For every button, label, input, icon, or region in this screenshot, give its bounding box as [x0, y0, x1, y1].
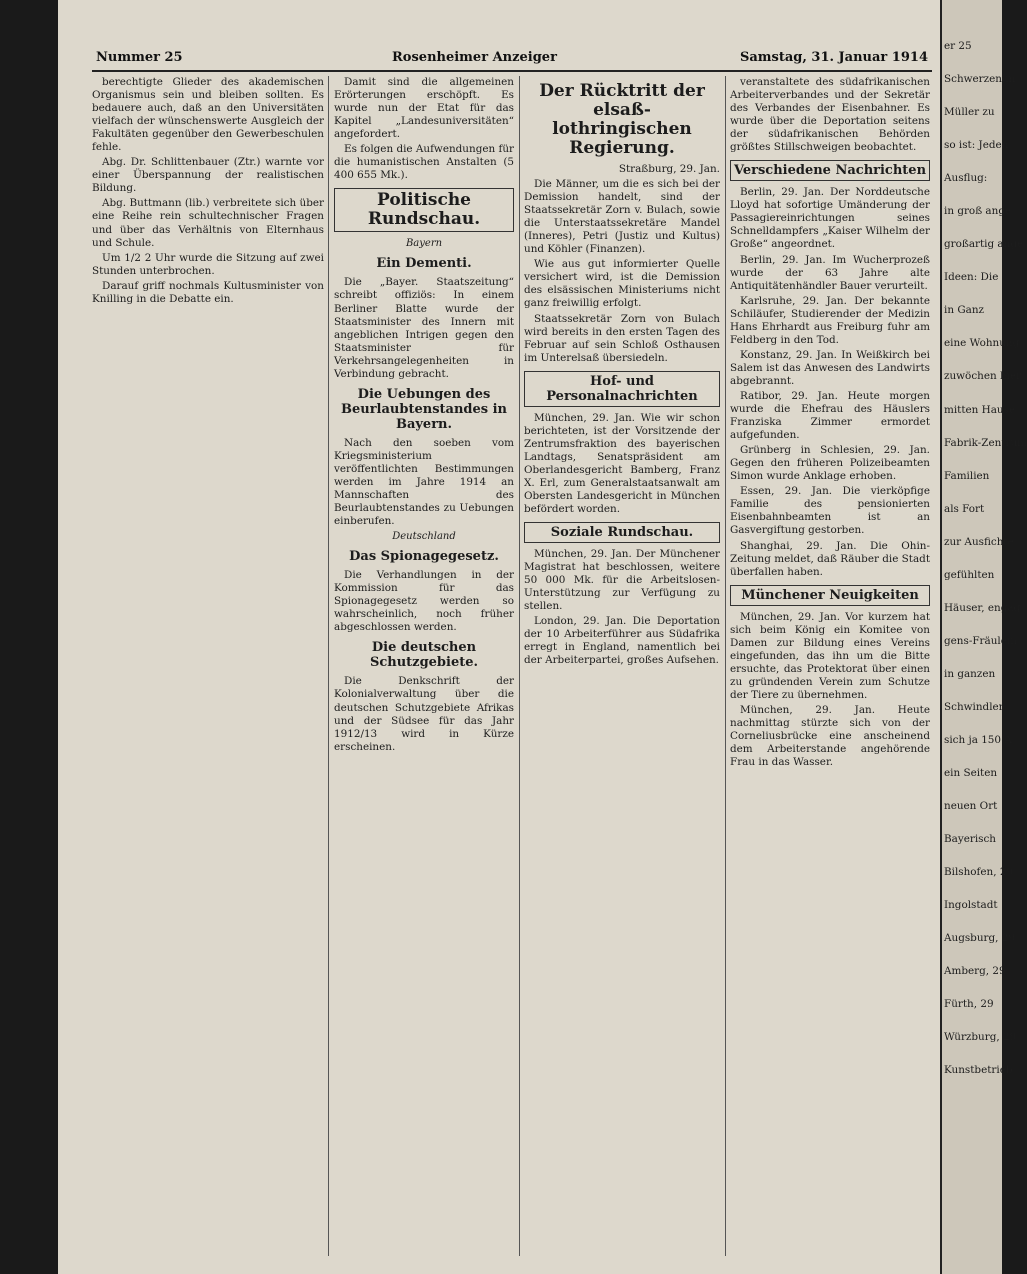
adjacent-line: Häuser, engag	[944, 601, 1021, 614]
section-heading-social: Soziale Rundschau.	[524, 522, 720, 543]
adjacent-line: sich ja 150 A	[944, 733, 1012, 746]
section-subheading: Deutschland	[392, 531, 456, 543]
paragraph: Staatssekretär Zorn von Bulach wird bereits in den ersten Tagen des Februar auf sein Schloß Osthausen im Unterelsaß übersiedeln.	[524, 312, 720, 364]
adjacent-line: Fürth, 29	[944, 998, 994, 1011]
article-title: Die deutschen Schutzgebiete.	[369, 640, 479, 671]
adjacent-line: als Fort	[944, 502, 985, 515]
dateline: Straßburg, 29. Jan.	[618, 163, 720, 175]
issue-number: Nummer 25	[96, 50, 183, 65]
adjacent-line: Amberg, 29	[944, 965, 1006, 978]
article-text: Die „Bayer. Staatszeitung“ schreibt offiziös: In einem Berliner Blatte wurde der Staatsminister des Innern mit angeblichen Intrigen gegen den Staatsminister für Verkehrsangelegenheiten in Verbindung gebracht.	[334, 276, 514, 380]
adjacent-line: Bilshofen, 29	[944, 866, 1014, 879]
news-item: München, 29. Jan. Vor kurzem hat sich beim König ein Komitee von Damen zur Bildung eines Vereins eingefunden, das ihn um die Bitte ersuchte, das Protektorat über einen zu gründenden Verein zum Schutze der Tiere zu übernehmen.	[730, 610, 930, 701]
news-item: Berlin, 29. Jan. Der Norddeutsche Lloyd hat sofortige Umänderung der Passagiereinrichtungen seines Schnelldampfers „Kaiser Wilhelm der Große“ angeordnet.	[730, 186, 930, 251]
adjacent-line: Ingolstadt	[944, 899, 998, 912]
masthead	[92, 48, 932, 72]
paragraph: Es folgen die Aufwendungen für die humanistischen Anstalten (5 400 655 Mk.).	[334, 143, 514, 182]
newspaper-title: Rosenheimer Anzeiger	[392, 50, 557, 65]
article-text: München, 29. Jan. Der Münchener Magistrat hat beschlossen, weitere 50 000 Mk. für die Arbeitslosen-Unterstützung zur Verfügung zu stellen.	[524, 548, 720, 613]
adjacent-line: in Ganz	[944, 304, 984, 317]
adjacent-line: gens-Fräulein	[944, 634, 1017, 647]
news-item: Essen, 29. Jan. Die vierköpfige Familie des pensionierten Eisenbahnbeamten ist an Gasvergiftung gestorben.	[730, 485, 930, 537]
adjacent-line: Ausflug:	[944, 172, 988, 185]
adjacent-line: in ganzen	[944, 667, 996, 680]
news-item: Karlsruhe, 29. Jan. Der bekannte Schiläufer, Studierender der Medizin Hans Ehrhardt aus Freiburg fuhr am Feldberg in den Tod.	[730, 294, 930, 346]
article-title: Die Uebungen des Beurlaubtenstandes in Bayern.	[341, 386, 507, 432]
news-item: München, 29. Jan. Heute nachmittag stürzte sich von der Corneliusbrücke eine anscheinend dem Arbeiterstande angehörende Frau in das Wasser.	[730, 703, 930, 769]
adjacent-page-text	[944, 40, 1027, 1098]
section-heading-misc: Verschiedene Nachrichten	[730, 160, 930, 181]
paragraph: Abg. Buttmann (lib.) verbreitete sich über eine Reihe rein schultechnischer Fragen und über das Verhältnis von Elternhaus und Schule.	[92, 197, 324, 249]
article-text: Nach den soeben vom Kriegsministerium veröffentlichten Bestimmungen werden im Jahre 1914 an Mannschaften des Beurlaubtenstandes zu Uebungen einberufen.	[334, 436, 514, 528]
column-1	[92, 76, 324, 1256]
news-item: Shanghai, 29. Jan. Die Ohin-Zeitung meldet, daß Räuber die Stadt überfallen haben.	[730, 539, 930, 578]
adjacent-page-strip	[940, 0, 1027, 1274]
section-heading-munich: Münchener Neuigkeiten	[730, 585, 930, 606]
section-heading-court-news: Hof- und Personalnachrichten	[524, 371, 720, 407]
adjacent-line: Bayerisch	[944, 833, 996, 846]
adjacent-line: zur Ausfichte	[944, 535, 1014, 548]
paragraph: veranstaltete des südafrikanischen Arbeiterverbandes und der Sekretär des Verbandes der Eisenbahner. Es wurde über die Deportation seitens der südafrikanischen Behörden größtes Stillschweigen beobachtet.	[730, 76, 930, 154]
adjacent-line: zuwöchen hier	[944, 370, 1022, 383]
newspaper-page	[58, 0, 940, 1274]
column-rule	[725, 76, 726, 1256]
column-2	[334, 76, 514, 1256]
column-3	[524, 76, 720, 1256]
paragraph: Um 1/2 2 Uhr wurde die Sitzung auf zwei Stunden unterbrochen.	[92, 251, 324, 277]
paragraph: Abg. Dr. Schlittenbauer (Ztr.) warnte vor einer Überspannung der realistischen Bildung.	[92, 156, 324, 195]
article-text: Die Denkschrift der Kolonialverwaltung über die deutschen Schutzgebiete Afrikas und der Südsee für das Jahr 1912/13 wird in Kürze erscheinen.	[334, 675, 514, 753]
paragraph: Wie aus gut informierter Quelle versichert wird, ist die Demission des elsässischen Ministeriums nicht ganz freiwillig erfolgt.	[524, 258, 720, 310]
adjacent-line: in groß ange	[944, 205, 1012, 218]
news-item: Ratibor, 29. Jan. Heute morgen wurde die Ehefrau des Häuslers Franziska Zimmer ermordet aufgefunden.	[730, 389, 930, 442]
adjacent-line: er 25	[944, 40, 972, 52]
article-text: Die Verhandlungen in der Kommission für das Spionagegesetz werden so wahrscheinlich, noch früher abgeschlossen werden.	[334, 569, 514, 634]
article-title: Das Spionagegesetz.	[349, 549, 499, 565]
adjacent-line: Schwerzen in	[944, 73, 1016, 86]
headline-resignation: Der Rücktritt der elsaß-lothringischen Regierung.	[539, 81, 705, 158]
paragraph: Damit sind die allgemeinen Erörterungen erschöpft. Es wurde nun der Etat für das Kapitel „Landesuniversitäten“ angefordert.	[334, 76, 514, 141]
adjacent-line: so ist: Jeden	[944, 139, 1009, 152]
news-item: Konstanz, 29. Jan. In Weißkirch bei Salem ist das Anwesen des Landwirts abgebrannt.	[730, 348, 930, 387]
section-heading-politics: Politische Rundschau.	[334, 188, 514, 232]
article-text: München, 29. Jan. Wie wir schon berichteten, ist der Vorsitzende der Zentrumsfraktion des bayerischen Landtags, Senatspräsident am Oberlandesgericht Bamberg, Franz X. Erl, zum Generalstaatsanwalt am Obersten Landesgericht in München befördert worden.	[524, 411, 720, 516]
adjacent-line: Ideen: Die	[944, 271, 999, 284]
adjacent-line: Fabrik-Zentrum	[944, 436, 1027, 449]
adjacent-line: Müller zu	[944, 106, 995, 119]
paragraph: berechtigte Glieder des akademischen Organismus sein und bleiben sollten. Es bedauere auch, daß an den Universitäten vielfach der wünschenswerte Ausgleich der Fakultäten gegenüber den Gewerbeschulen fehle.	[92, 76, 324, 154]
column-rule	[519, 76, 520, 1256]
adjacent-line: eine Wohnung	[944, 337, 1020, 350]
article-title: Ein Dementi.	[376, 256, 472, 272]
section-subheading: Bayern	[405, 238, 443, 250]
paragraph: Darauf griff nochmals Kultusminister von Knilling in die Debatte ein.	[92, 279, 324, 305]
news-item: Grünberg in Schlesien, 29. Jan. Gegen den früheren Polizeibeamten Simon wurde Anklage erhoben.	[730, 444, 930, 483]
paragraph: Die Männer, um die es sich bei der Demission handelt, sind der Staatssekretär Zorn v. Bulach, sowie die Unterstaatssekretäre Mandel (Inneres), Petri (Justiz und Kultus) und Köhler (Finanzen).	[524, 178, 720, 256]
adjacent-line: Schwindler	[944, 700, 1004, 713]
news-item: Berlin, 29. Jan. Im Wucherprozeß wurde der 63 Jahre alte Antiquitätenhändler Bauer verurteilt.	[730, 253, 930, 292]
article-text: London, 29. Jan. Die Deportation der 10 Arbeiterführer aus Südafrika erregt in England, namentlich bei der Arbeiterpartei, großes Aufsehen.	[524, 615, 720, 667]
adjacent-line: großartig ange	[944, 238, 1024, 251]
adjacent-line: ein Seiten	[944, 767, 998, 780]
adjacent-line: gefühlten	[944, 568, 995, 581]
adjacent-line: Würzburg, 29	[944, 1031, 1017, 1044]
issue-date: Samstag, 31. Januar 1914	[739, 50, 928, 65]
adjacent-line: Kunstbetrieb	[944, 1064, 1013, 1077]
adjacent-line: neuen Ort	[944, 800, 998, 813]
adjacent-line: mitten Hause	[944, 403, 1016, 416]
column-4	[730, 76, 930, 1256]
column-rule	[328, 76, 329, 1256]
adjacent-line: Augsburg, 29	[944, 932, 1015, 945]
adjacent-line: Familien	[944, 469, 990, 482]
